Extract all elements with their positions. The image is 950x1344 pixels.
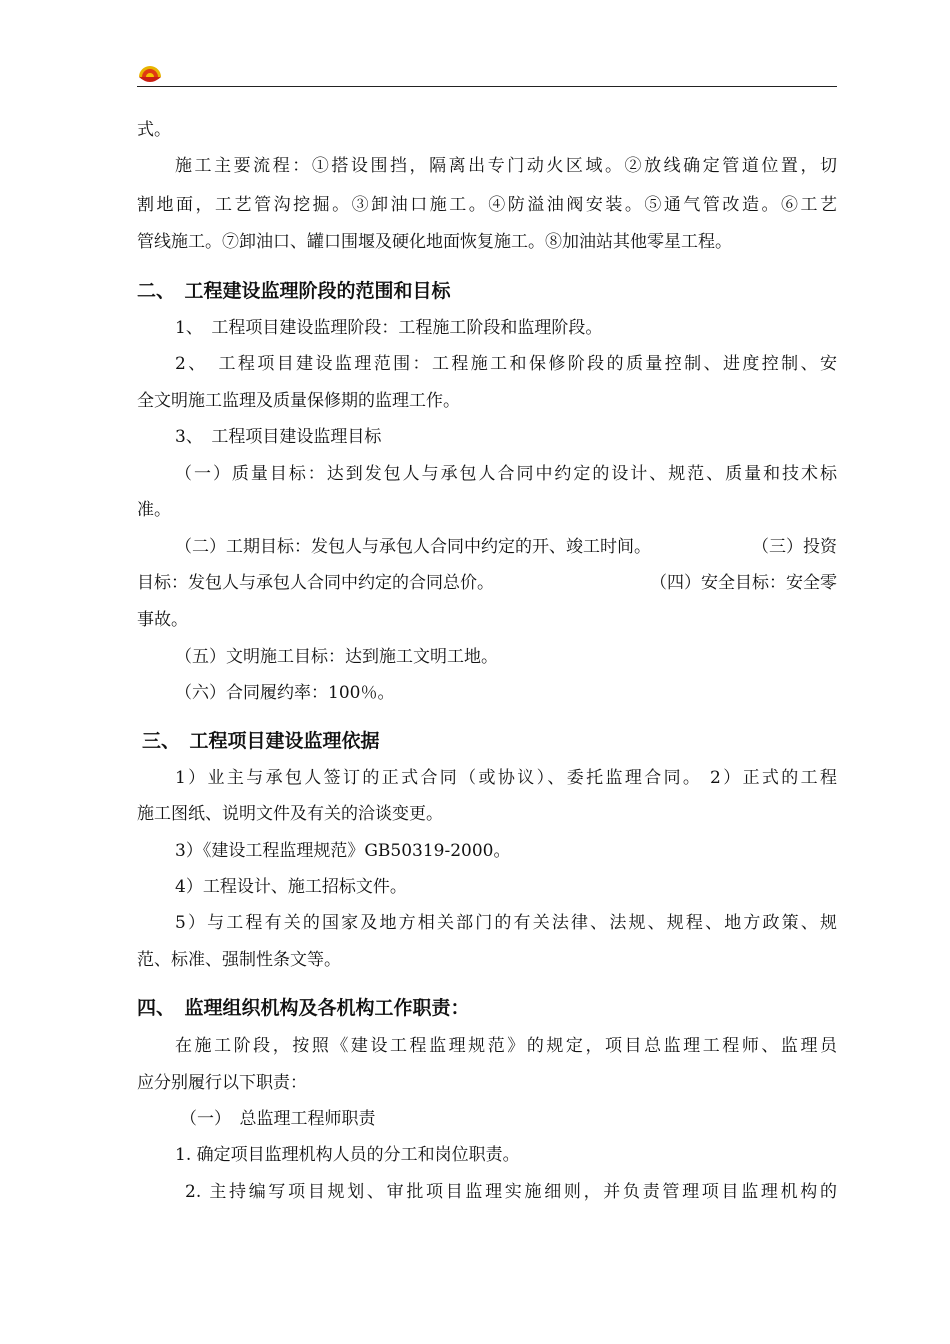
paragraph-line: 5）与工程有关的国家及地方相关部门的有关法律、法规、规程、地方政策、规 (175, 913, 837, 933)
subsection-heading: （一） 总监理工程师职责 (180, 1109, 376, 1129)
text-span: （二）工期目标：发包人与承包人合同中约定的开、竣工时间。 (175, 537, 651, 557)
paragraph-line: 2、 工程项目建设监理范围：工程施工和保修阶段的质量控制、进度控制、安 (175, 354, 837, 374)
header-rule (137, 86, 837, 87)
paragraph-line: 3、 工程项目建设监理目标 (175, 427, 382, 447)
paragraph-line: 1）业主与承包人签订的正式合同（或协议）、委托监理合同。 2）正式的工程 (175, 768, 837, 788)
paragraph-line: 范、标准、强制性条文等。 (137, 950, 341, 970)
paragraph-line: 割地面，工艺管沟挖掘。③卸油口施工。④防溢油阀安装。⑤通气管改造。⑥工艺 (137, 195, 837, 215)
paragraph-line: 在施工阶段，按照《建设工程监理规范》的规定，项目总监理工程师、监理员 (175, 1036, 837, 1056)
list-item: 1. 确定项目监理机构人员的分工和岗位职责。 (175, 1145, 520, 1165)
paragraph-line: 应分别履行以下职责： (137, 1073, 307, 1093)
paragraph-line: （六）合同履约率：100％。 (175, 683, 395, 703)
paragraph-line: （五）文明施工目标：达到施工文明工地。 (175, 647, 498, 667)
paragraph-line: 施工主要流程：①搭设围挡，隔离出专门动火区域。②放线确定管道位置，切 (175, 156, 837, 176)
page-header (137, 58, 837, 88)
text-span: 目标：发包人与承包人合同中约定的合同总价。 (137, 573, 494, 593)
text-span: （四）安全目标：安全零 (650, 573, 837, 593)
paragraph-line: 4）工程设计、施工招标文件。 (175, 877, 407, 897)
paragraph-line: 式。 (137, 120, 171, 140)
paragraph-line (175, 535, 837, 559)
section-heading: 三、 工程项目建设监理依据 (142, 730, 380, 752)
section-heading: 二、 工程建设监理阶段的范围和目标 (137, 280, 451, 302)
list-item: 2. 主持编写项目规划、审批项目监理实施细则，并负责管理项目监理机构的 (185, 1182, 837, 1202)
paragraph-line: 3）《建设工程监理规范》GB50319-2000。 (175, 841, 511, 861)
paragraph-line: 管线施工。⑦卸油口、罐口围堰及硬化地面恢复施工。⑧加油站其他零星工程。 (137, 232, 732, 252)
paragraph-line: 1、 工程项目建设监理阶段：工程施工阶段和监理阶段。 (175, 318, 603, 338)
paragraph-line: 全文明施工监理及质量保修期的监理工作。 (137, 391, 460, 411)
paragraph-line: 施工图纸、说明文件及有关的洽谈变更。 (137, 804, 443, 824)
company-logo-icon (137, 62, 163, 86)
paragraph-line: （一）质量目标：达到发包人与承包人合同中约定的设计、规范、质量和技术标 (175, 464, 837, 484)
paragraph-line (137, 571, 837, 595)
section-heading: 四、 监理组织机构及各机构工作职责： (137, 997, 470, 1019)
text-span: （三）投资 (752, 537, 837, 557)
paragraph-line: 准。 (137, 500, 171, 520)
paragraph-line: 事故。 (137, 610, 188, 630)
